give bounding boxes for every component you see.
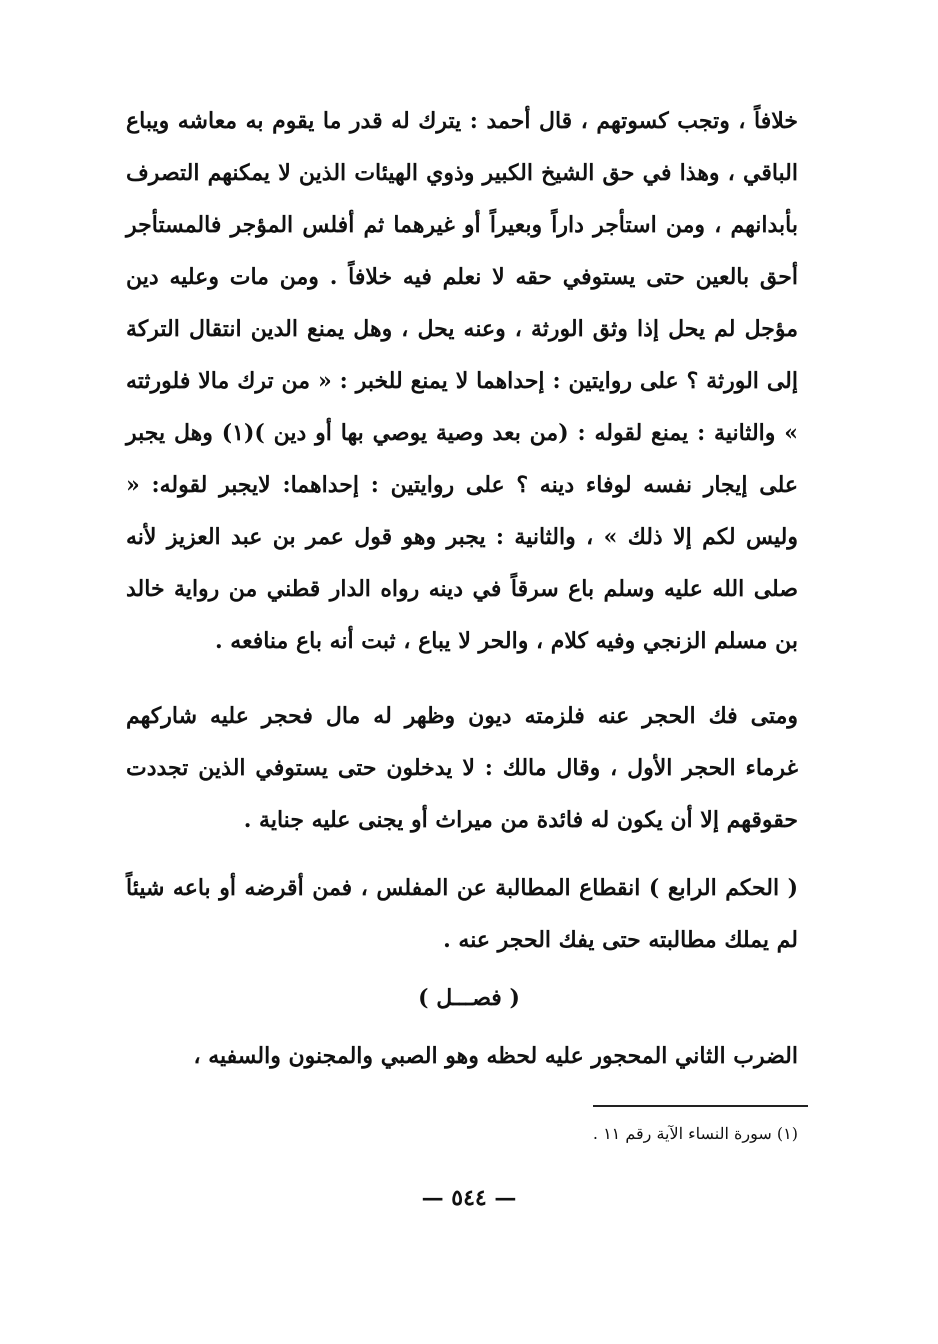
page-number: — ٥٤٤ — bbox=[421, 1185, 517, 1211]
footnote: (١) سورة النساء الآية رقم ١١ . bbox=[592, 1124, 798, 1143]
body-paragraph: ومتى فك الحجر عنه فلزمته ديون وظهر له مال فحجر عليه شاركهم غرماء الحجر الأول ، وقال مالك : لا يدخلون حتى يستوفي الذين تجددت حقوقهم إلا أن يكون له فائدة من ميراث أو يجنى عليه جناية . bbox=[126, 703, 798, 833]
section-heading: ( فصـــل ) bbox=[418, 985, 520, 1011]
body-paragraph: الضرب الثاني المحجور عليه لحظه وهو الصبي والمجنون والسفيه ، bbox=[193, 1043, 798, 1069]
body-paragraph: ( الحكم الرابع ) انقطاع المطالبة عن المفلس ، فمن أقرضه أو باعه شيئاً لم يملك مطالبته حتى يفك الحجر عنه . bbox=[126, 875, 798, 953]
footnote-divider bbox=[593, 1105, 808, 1107]
body-paragraph: خلافاً ، وتجب كسوتهم ، قال أحمد : يترك له قدر ما يقوم به معاشه ويباع الباقي ، وهذا في حق الشيخ الكبير وذوي الهيئات الذين لا يمكنهم التصرف بأبدانهم ، ومن استأجر داراً وبعيراً أو غيرهما ثم أفلس المؤجر فالمستأجر أحق بالعين حتى يستوفي حقه لا نعلم فيه خلافاً . ومن مات وعليه دين مؤجل لم يحل إذا وثق الورثة ، وعنه يحل ، وهل يمنع الدين انتقال التركة إلى الورثة ؟ على روايتين : إحداهما لا يمنع للخبر : « من ترك مالا فلورثته » والثانية : يمنع لقوله : (من بعد وصية يوصي بها أو دين )(١) وهل يجبر على إيجار نفسه لوفاء دينه ؟ على روايتين : إحداهما: لايجبر لقوله: « وليس لكم إلا ذلك » ، والثانية : يجبر وهو قول عمر بن عبد العزيز لأنه صلى الله عليه وسلم باع سرقاً في دينه رواه الدار قطني من رواية خالد بن مسلم الزنجي وفيه كلام ، والحر لا يباع ، ثبت أنه باع منافعه . bbox=[126, 108, 798, 654]
